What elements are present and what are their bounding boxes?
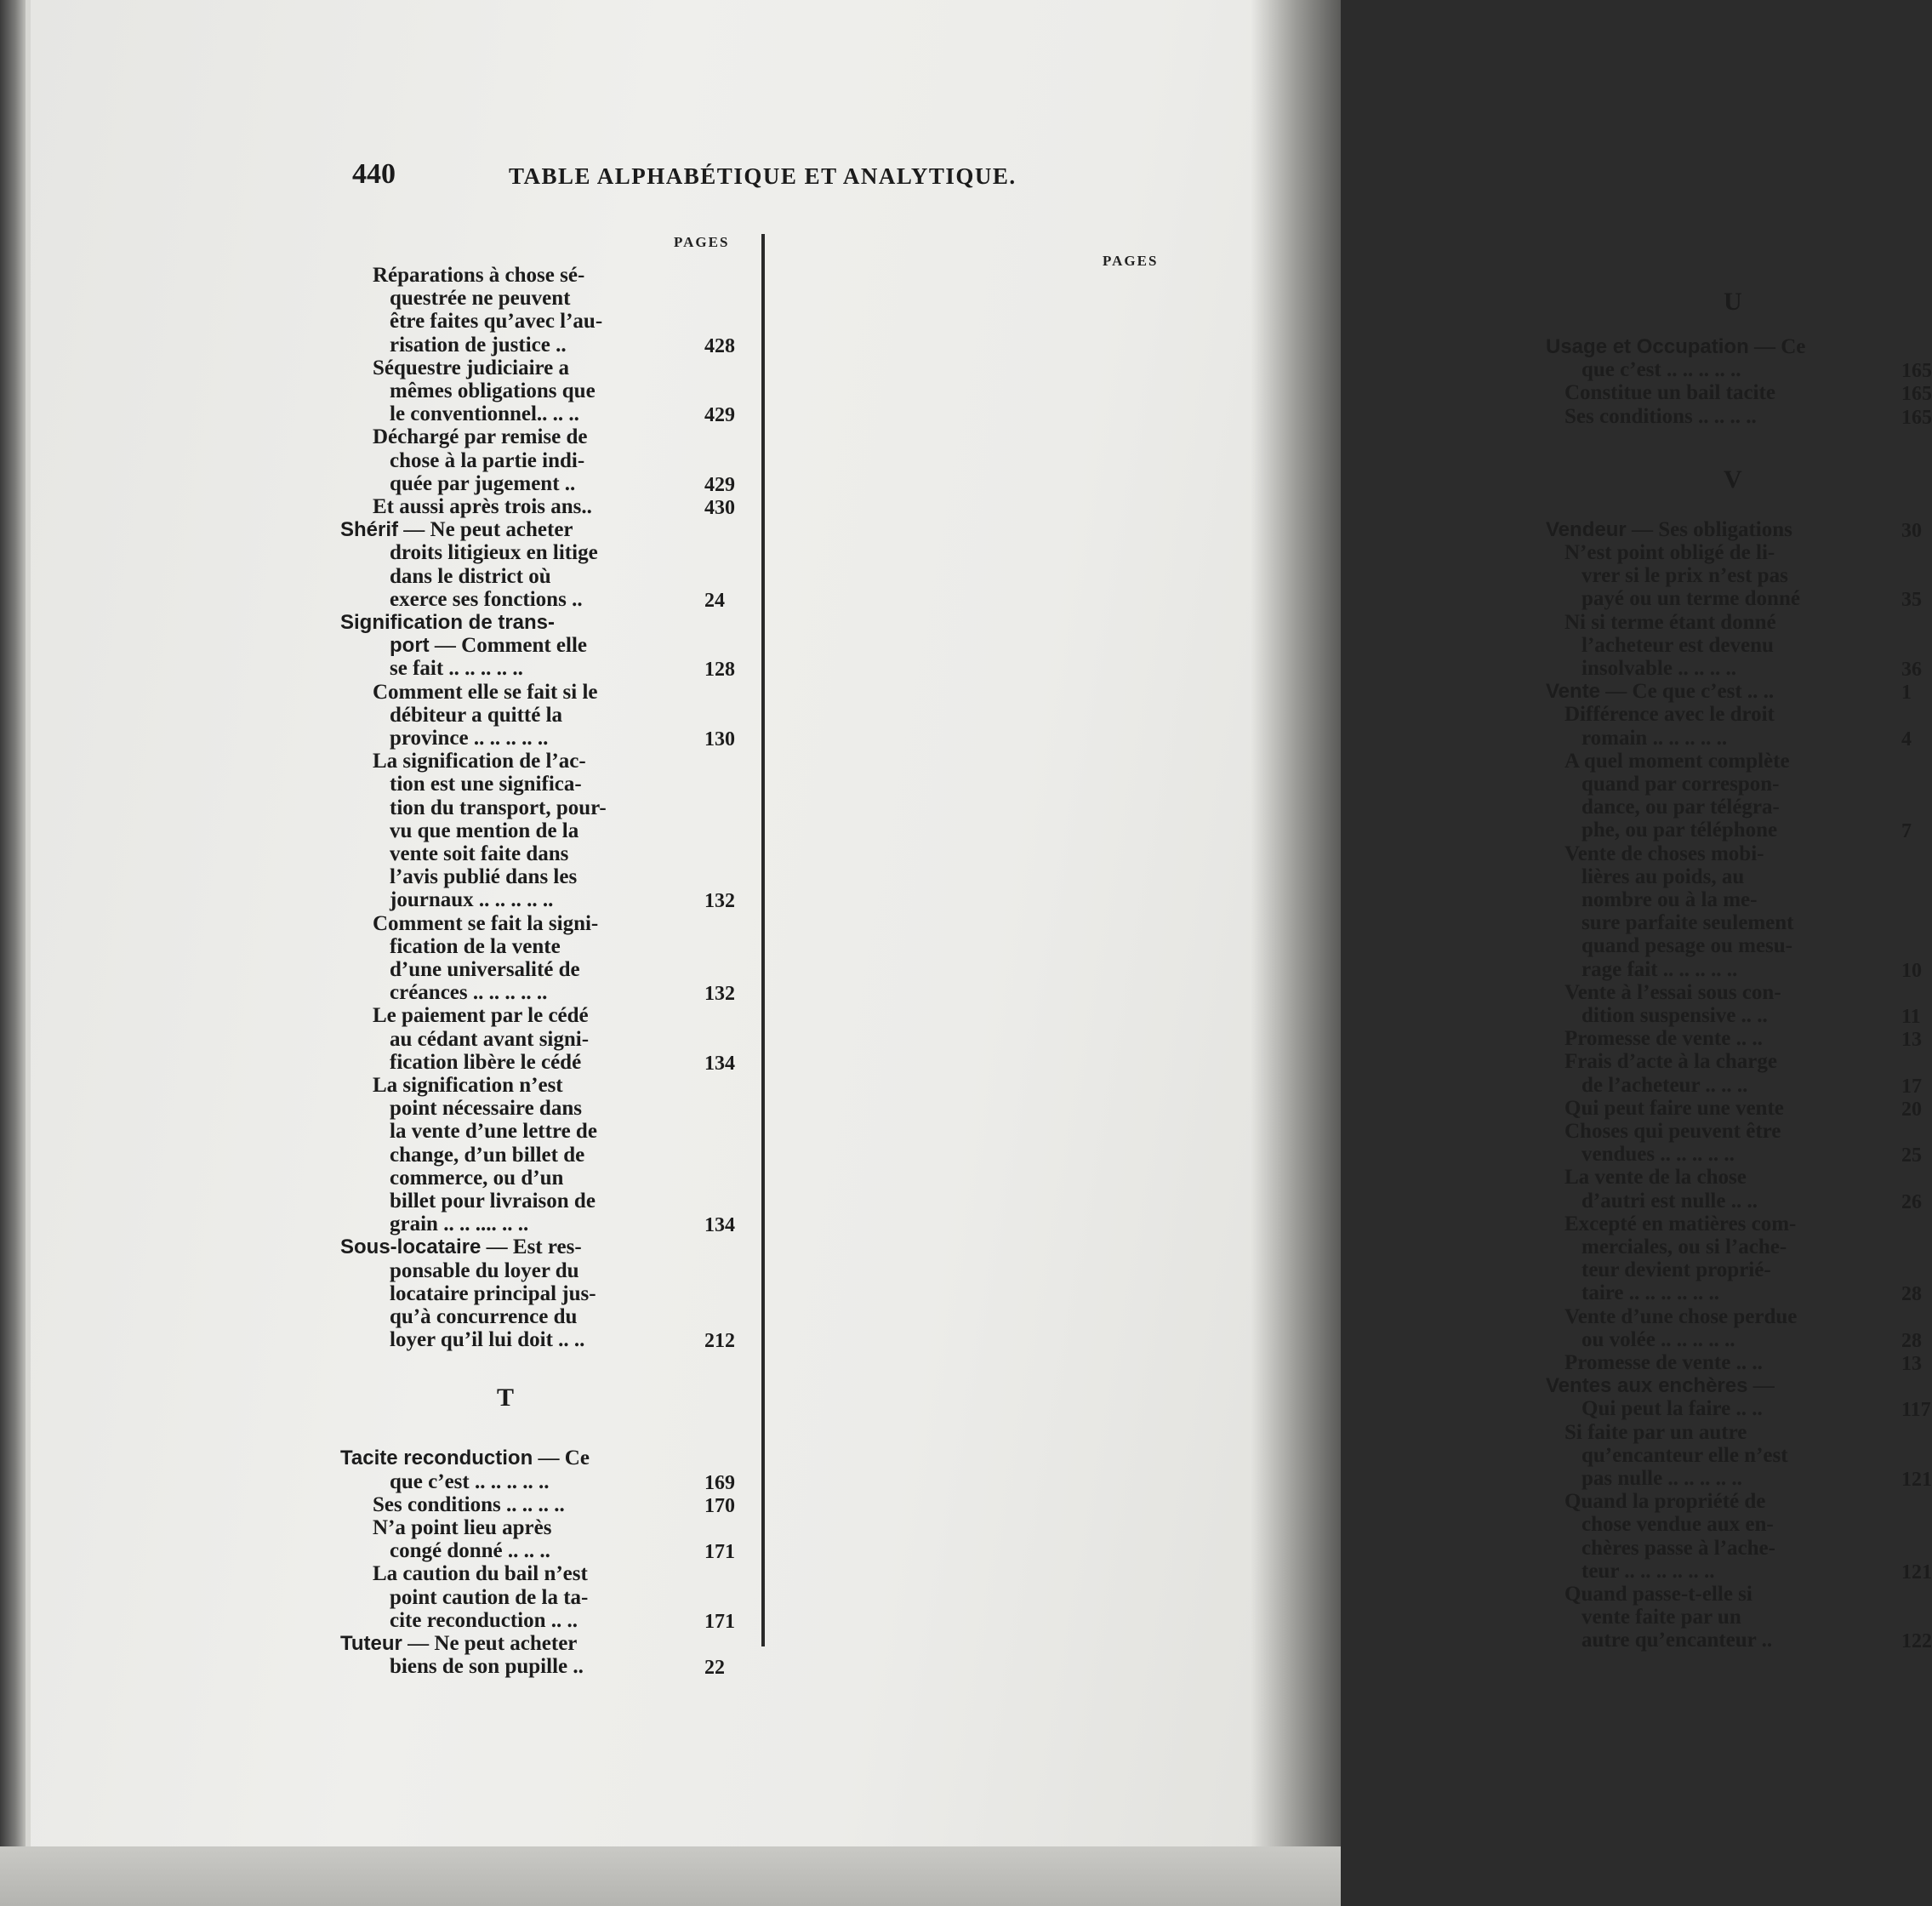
entry-text-line: point nécessaire dans [390, 1097, 582, 1121]
entry-text-line: teur .. .. .. .. .. .. [1582, 1559, 1715, 1583]
page-number: 440 [352, 158, 396, 190]
index-column-left [0, 0, 761, 1906]
entry-text-line: nombre ou à la me- [1582, 888, 1758, 911]
entry-text-line: Promesse de vente .. .. [1564, 1351, 1763, 1374]
entry-page-number: 1 [1901, 682, 1912, 705]
section-letter: U [1724, 288, 1742, 316]
entry-text-line: exerce ses fonctions .. [390, 587, 583, 611]
entry-text-line: chose à la partie indi- [390, 448, 585, 472]
entry-text-line: autre qu’encanteur .. [1582, 1629, 1773, 1652]
entry-text: — Ce [1753, 335, 1806, 358]
entry-text-line: loyer qu’il lui doit .. .. [390, 1328, 585, 1352]
entry-text-line: romain .. .. .. .. .. [1582, 726, 1728, 750]
running-title: TABLE ALPHABÉTIQUE ET ANALYTIQUE. [509, 163, 1017, 189]
entry-text-line: commerce, ou d’un [390, 1166, 564, 1190]
entry-page-number: 28 [1901, 1283, 1922, 1306]
pages-label-right: PAGES [1103, 253, 1159, 269]
entry-text-line: vente soit faite dans [390, 842, 569, 865]
entry-page-number: 22 [704, 1657, 725, 1680]
entry-text-line: locataire principal jus- [390, 1281, 596, 1305]
entry-page-number: 171 [704, 1541, 735, 1564]
entry-page-number: 429 [704, 473, 735, 496]
entry-page-number: 171 [704, 1610, 735, 1633]
entry-page-number: 28 [1901, 1329, 1922, 1352]
entry-headword: Ventes aux enchères [1546, 1374, 1748, 1398]
entry-headword: Signification de trans- [340, 611, 556, 634]
entry-text-line: tion du transport, pour- [390, 796, 607, 819]
entry-text-line: point caution de la ta- [390, 1585, 589, 1609]
entry-page-number: 132 [704, 890, 735, 913]
entry-page-number: 25 [1901, 1144, 1922, 1167]
entry-text-line: chères passe à l’ache- [1582, 1536, 1775, 1560]
entry-headword-line [340, 1447, 590, 1470]
entry-page-number: 26 [1901, 1190, 1922, 1213]
entry-headword-line [1546, 1374, 1775, 1398]
section-letter: V [1724, 465, 1742, 494]
entry-text-line: l’avis publié dans les [390, 865, 578, 889]
entry-page-number: 430 [704, 497, 735, 519]
entry-text-line: Et aussi après trois ans.. [373, 495, 592, 518]
entry-page-number: 122 [1901, 1630, 1932, 1653]
entry-text-line: l’acheteur est devenu [1582, 633, 1774, 657]
entry-text-line: dans le district où [390, 564, 551, 588]
entry-text-line: A quel moment complète [1564, 749, 1790, 773]
entry-text-line: que c’est .. .. .. .. .. [1582, 358, 1741, 382]
entry-page-number: 134 [704, 1052, 735, 1075]
entry-page-number: 165 [1901, 406, 1932, 429]
entry-page-number: 165 [1901, 360, 1932, 383]
entry-text-line: droits litigieux en litige [390, 541, 598, 565]
entry-headword: Tuteur [340, 1632, 402, 1655]
entry-text: — Ne peut acheter [403, 518, 573, 542]
entry-headword: Tacite reconduction [340, 1447, 533, 1470]
entry-text-line: quand pesage ou mesu- [1582, 934, 1792, 958]
entry-text-line: créances .. .. .. .. .. [390, 981, 548, 1005]
entry-text-line: La vente de la chose [1564, 1166, 1747, 1190]
entry-page-number: 428 [704, 334, 735, 357]
index-column-right [765, 0, 1932, 1906]
entry-page-number: 11 [1901, 1006, 1921, 1028]
entry-page-number: 212 [704, 1330, 735, 1353]
entry-text-line: vrer si le prix n’est pas [1582, 564, 1788, 588]
entry-text-line: congé donné .. .. .. [390, 1539, 550, 1563]
entry-headword-line [340, 1235, 582, 1259]
entry-page-number: 10 [1901, 959, 1922, 982]
entry-text-line: province .. .. .. .. .. [390, 727, 549, 750]
entry-text-line: mêmes obligations que [390, 379, 596, 402]
entry-text-line: Vente d’une chose perdue [1564, 1304, 1798, 1328]
entry-headword: Sous-locataire [340, 1235, 482, 1259]
entry-page-number: 170 [704, 1494, 735, 1517]
entry-text-line: biens de son pupille .. [390, 1655, 584, 1679]
entry-text-line: Frais d’acte à la charge [1564, 1050, 1777, 1074]
entry-text-line: ponsable du loyer du [390, 1258, 579, 1282]
entry-text-line: Ses conditions .. .. .. .. [1564, 404, 1757, 428]
entry-text: — Est res- [486, 1235, 582, 1259]
entry-text-line: lières au poids, au [1582, 865, 1745, 888]
entry-text-line: se fait .. .. .. .. .. [390, 657, 523, 681]
entry-text-line: Choses qui peuvent être [1564, 1120, 1781, 1143]
entry-text-line: ou volée .. .. .. .. .. [1582, 1327, 1735, 1351]
entry-text-line: N’est point obligé de li- [1564, 541, 1775, 564]
entry-text-line: vente faite par un [1582, 1606, 1741, 1629]
entry-text-line: le conventionnel.. .. .. [390, 402, 579, 426]
entry-text-line: rage fait .. .. .. .. .. [1582, 957, 1738, 981]
pages-label-left: PAGES [674, 234, 730, 250]
entry-text-line: d’autri est nulle .. .. [1582, 1189, 1758, 1213]
entry-text-line: Séquestre judiciaire a [373, 356, 570, 379]
entry-text-line: Vente de choses mobi- [1564, 842, 1764, 865]
entry-page-number: 13 [1901, 1029, 1922, 1052]
entry-page-number: 35 [1901, 589, 1922, 612]
entry-page-number: 169 [704, 1471, 735, 1494]
entry-page-number: 128 [704, 659, 735, 682]
entry-text-line: sure parfaite seulement [1582, 911, 1794, 935]
entry-text-line: quand par correspon- [1582, 773, 1780, 796]
entry-page-number: 24 [704, 589, 725, 612]
entry-headword: Vendeur [1546, 517, 1627, 541]
entry-text-line: Réparations à chose sé- [373, 264, 585, 287]
entry-text-line: être faites qu’avec l’au- [390, 310, 603, 334]
entry-headword: Shérif [340, 518, 399, 542]
entry-text-line: Constitue un bail tacite [1564, 381, 1775, 405]
entry-text-line: vendues .. .. .. .. .. [1582, 1143, 1735, 1167]
entry-text-line: billet pour livraison de [390, 1190, 596, 1213]
entry-page-number: 4 [1901, 728, 1912, 750]
entry-text-line: Comment se fait la signi- [373, 911, 599, 935]
entry-text-line: que c’est .. .. .. .. .. [390, 1469, 550, 1493]
entry-text-line: chose vendue aux en- [1582, 1513, 1774, 1537]
entry-text-line: Quand la propriété de [1564, 1490, 1766, 1514]
entry-page-number: 20 [1901, 1098, 1922, 1121]
entry-text-line: dition suspensive .. .. [1582, 1004, 1768, 1027]
entry-page-number: 134 [704, 1214, 735, 1237]
entry-text-line: Qui peut faire une vente [1564, 1096, 1784, 1120]
entry-headword-line [340, 611, 555, 635]
entry-text-line: vu que mention de la [390, 819, 579, 842]
entry-text-line: fication libère le cédé [390, 1050, 582, 1074]
entry-text-line: Promesse de vente .. .. [1564, 1027, 1763, 1051]
entry-text-line: quée par jugement .. [390, 471, 576, 495]
entry-text: — Ses obligations [1631, 517, 1792, 541]
entry-headword-line [340, 1632, 577, 1656]
entry-text-line: La signification de l’ac- [373, 750, 586, 773]
entry-text-line: journaux .. .. .. .. .. [390, 888, 554, 912]
entry-text-line: Quand passe-t-elle si [1564, 1583, 1752, 1606]
entry-text-line: pas nulle .. .. .. .. .. [1582, 1467, 1742, 1490]
entry-text-line: la vente d’une lettre de [390, 1120, 597, 1144]
entry-page-number: 165 [1901, 383, 1932, 406]
entry-text-line: dance, ou par télégra- [1582, 796, 1780, 819]
entry-page-number: 30 [1901, 519, 1922, 542]
entry-text-line: fication de la vente [390, 934, 561, 958]
entry-text-line: risation de justice .. [390, 333, 567, 357]
entry-page-number: 429 [704, 404, 735, 427]
entry-text-line: Ni si terme étant donné [1564, 610, 1776, 634]
entry-headword: Vente [1546, 680, 1601, 704]
entry-headword-line [1546, 518, 1792, 542]
entry-text-line: grain .. .. .... .. .. [390, 1213, 529, 1236]
entry-text-line: merciales, ou si l’ache- [1582, 1235, 1787, 1258]
entry-text: — Ne peut acheter [407, 1632, 578, 1655]
entry-text-line: Ses conditions .. .. .. .. [373, 1492, 565, 1516]
entry-text-line: N’a point lieu après [373, 1516, 552, 1539]
entry-text-line: change, d’un billet de [390, 1143, 585, 1167]
entry-text-line: Vente à l’essai sous con- [1564, 980, 1781, 1004]
entry-page-number: 121 [1901, 1561, 1932, 1584]
entry-text-line: d’une universalité de [390, 958, 580, 981]
entry-text-line: qu’encanteur elle n’est [1582, 1443, 1788, 1467]
entry-page-number: 13 [1901, 1353, 1922, 1375]
entry-text: — Ce [538, 1447, 590, 1470]
entry-headword-line [390, 634, 587, 658]
entry-text-line: de l’acheteur .. .. .. [1582, 1073, 1748, 1097]
entry-text-line: Qui peut la faire .. .. [1582, 1397, 1763, 1421]
entry-page-number: 130 [704, 728, 735, 750]
entry-text: — [1752, 1374, 1775, 1398]
entry-headword-line [1546, 680, 1774, 704]
entry-text: — Ce que c’est .. .. [1605, 680, 1775, 704]
entry-page-number: 7 [1901, 820, 1912, 843]
entry-text-line: Excepté en matières com- [1564, 1212, 1797, 1235]
entry-page-number: 117 [1901, 1399, 1931, 1422]
entry-page-number: 121 [1901, 1469, 1932, 1491]
entry-text-line: Le paiement par le cédé [373, 1004, 589, 1028]
entry-text-line: payé ou un terme donné [1582, 587, 1800, 611]
entry-text-line: cite reconduction .. .. [390, 1608, 578, 1632]
entry-headword-line [340, 518, 573, 542]
entry-text-line: Déchargé par remise de [373, 425, 588, 449]
entry-text-line: insolvable .. .. .. .. [1582, 657, 1736, 680]
entry-text-line: Différence avec le droit [1564, 703, 1775, 727]
entry-text-line: La caution du bail n’est [373, 1562, 588, 1586]
entry-text-line: qu’à concurrence du [390, 1305, 578, 1328]
entry-text-line: tion est une significa- [390, 773, 582, 796]
entry-headword-line [1546, 335, 1805, 359]
entry-text-line: taire .. .. .. .. .. .. [1582, 1281, 1720, 1305]
entry-text-line: La signification n’est [373, 1074, 563, 1097]
entry-page-number: 132 [704, 983, 735, 1006]
entry-text-line: Si faite par un autre [1564, 1420, 1747, 1444]
section-letter: T [497, 1384, 515, 1412]
entry-text-line: questrée ne peuvent [390, 287, 571, 311]
entry-headword-continued: port [390, 634, 430, 658]
entry-text-line: au cédant avant signi- [390, 1027, 590, 1051]
entry-text: — Comment elle [434, 634, 588, 658]
entry-headword: Usage et Occupation [1546, 335, 1749, 358]
entry-text-line: Comment elle se fait si le [373, 680, 598, 704]
entry-text-line: teur devient proprié- [1582, 1258, 1771, 1282]
entry-text-line: phe, ou par téléphone [1582, 819, 1778, 842]
entry-page-number: 17 [1901, 1075, 1922, 1098]
entry-text-line: débiteur a quitté la [390, 703, 563, 727]
entry-page-number: 36 [1901, 659, 1922, 681]
